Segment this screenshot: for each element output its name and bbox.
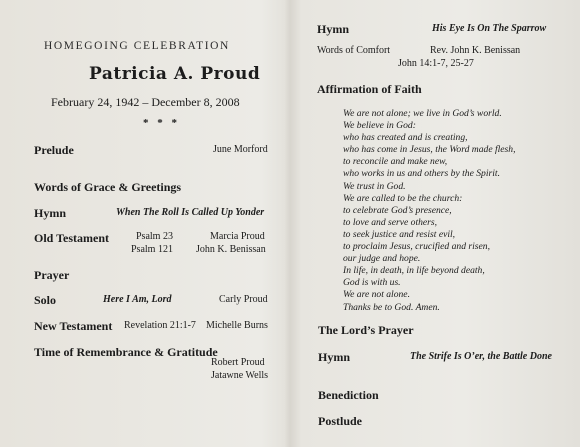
old-testament-reading-1: Psalm 23: [136, 231, 173, 242]
affirmation-line: We believe in God:: [343, 120, 416, 132]
affirmation-line: to seek justice and resist evil,: [343, 228, 456, 240]
old-testament-reader-2: John K. Benissan: [196, 244, 266, 255]
ornament: * * *: [143, 117, 180, 129]
solo-title: Here I Am, Lord: [103, 294, 172, 305]
affirmation-line: who has come in Jesus, the Word made flesh,: [343, 144, 516, 156]
affirmation-line: We are called to be the church:: [343, 192, 463, 204]
comfort-reference: John 14:1-7, 25-27: [398, 58, 474, 69]
deceased-name: Patricia A. Proud: [89, 64, 261, 84]
hymn3-title: The Strife Is O’er, the Battle Done: [410, 351, 552, 362]
comfort-person: Rev. John K. Benissan: [430, 45, 521, 56]
lords-prayer-label: The Lord’s Prayer: [318, 323, 414, 337]
affirmation-line: to proclaim Jesus, crucified and risen,: [343, 241, 490, 253]
prayer-label: Prayer: [34, 268, 70, 282]
comfort-label: Words of Comfort: [317, 45, 391, 56]
affirmation-line: We are not alone; we live in God’s world.: [343, 108, 502, 119]
benediction-label: Benediction: [318, 388, 379, 402]
solo-label: Solo: [34, 293, 57, 307]
affirmation-line: our judge and hope.: [343, 253, 421, 265]
hymn2-label: Hymn: [317, 22, 350, 36]
affirmation-line: to love and serve others,: [343, 216, 438, 228]
affirmation-line: God is with us.: [343, 277, 401, 289]
hymn3-label: Hymn: [318, 350, 351, 364]
affirmation-line: We trust in God.: [343, 180, 406, 192]
affirmation-line: to reconcile and make new,: [343, 156, 448, 168]
affirmation-line: In life, in death, in life beyond death,: [343, 265, 485, 277]
remembrance-person-2: Jatawne Wells: [211, 370, 269, 381]
affirmation-line: to celebrate God’s presence,: [343, 204, 452, 216]
prelude-label: Prelude: [34, 143, 74, 157]
hymn1-label: Hymn: [34, 206, 67, 220]
old-testament-reading-2: Psalm 121: [131, 244, 173, 255]
affirmation-label: Affirmation of Faith: [317, 82, 422, 96]
old-testament-reader-1: Marcia Proud: [210, 231, 265, 242]
affirmation-line: We are not alone.: [343, 289, 410, 301]
affirmation-line: Thanks be to God. Amen.: [343, 301, 440, 313]
grace-label: Words of Grace & Greetings: [34, 180, 182, 194]
affirmation-text: [343, 108, 516, 314]
hymn1-title: When The Roll Is Called Up Yonder: [116, 207, 265, 218]
new-testament-reader: Michelle Burns: [206, 320, 268, 331]
new-testament-label: New Testament: [34, 319, 113, 333]
new-testament-reading: Revelation 21:1-7: [124, 320, 196, 331]
life-dates: February 24, 1942 – December 8, 2008: [51, 95, 240, 109]
old-testament-label: Old Testament: [34, 231, 110, 245]
remembrance-person-1: Robert Proud: [211, 357, 265, 368]
hymn2-title: His Eye Is On The Sparrow: [432, 23, 547, 34]
postlude-label: Postlude: [318, 414, 363, 428]
affirmation-line: who works in us and others by the Spirit.: [343, 168, 500, 180]
solo-person: Carly Proud: [219, 294, 268, 305]
celebration-heading: HOMEGOING CELEBRATION: [44, 40, 230, 52]
prelude-person: June Morford: [213, 144, 268, 155]
affirmation-line: who has created and is creating,: [343, 132, 468, 144]
remembrance-label: Time of Remembrance & Gratitude: [34, 345, 218, 359]
